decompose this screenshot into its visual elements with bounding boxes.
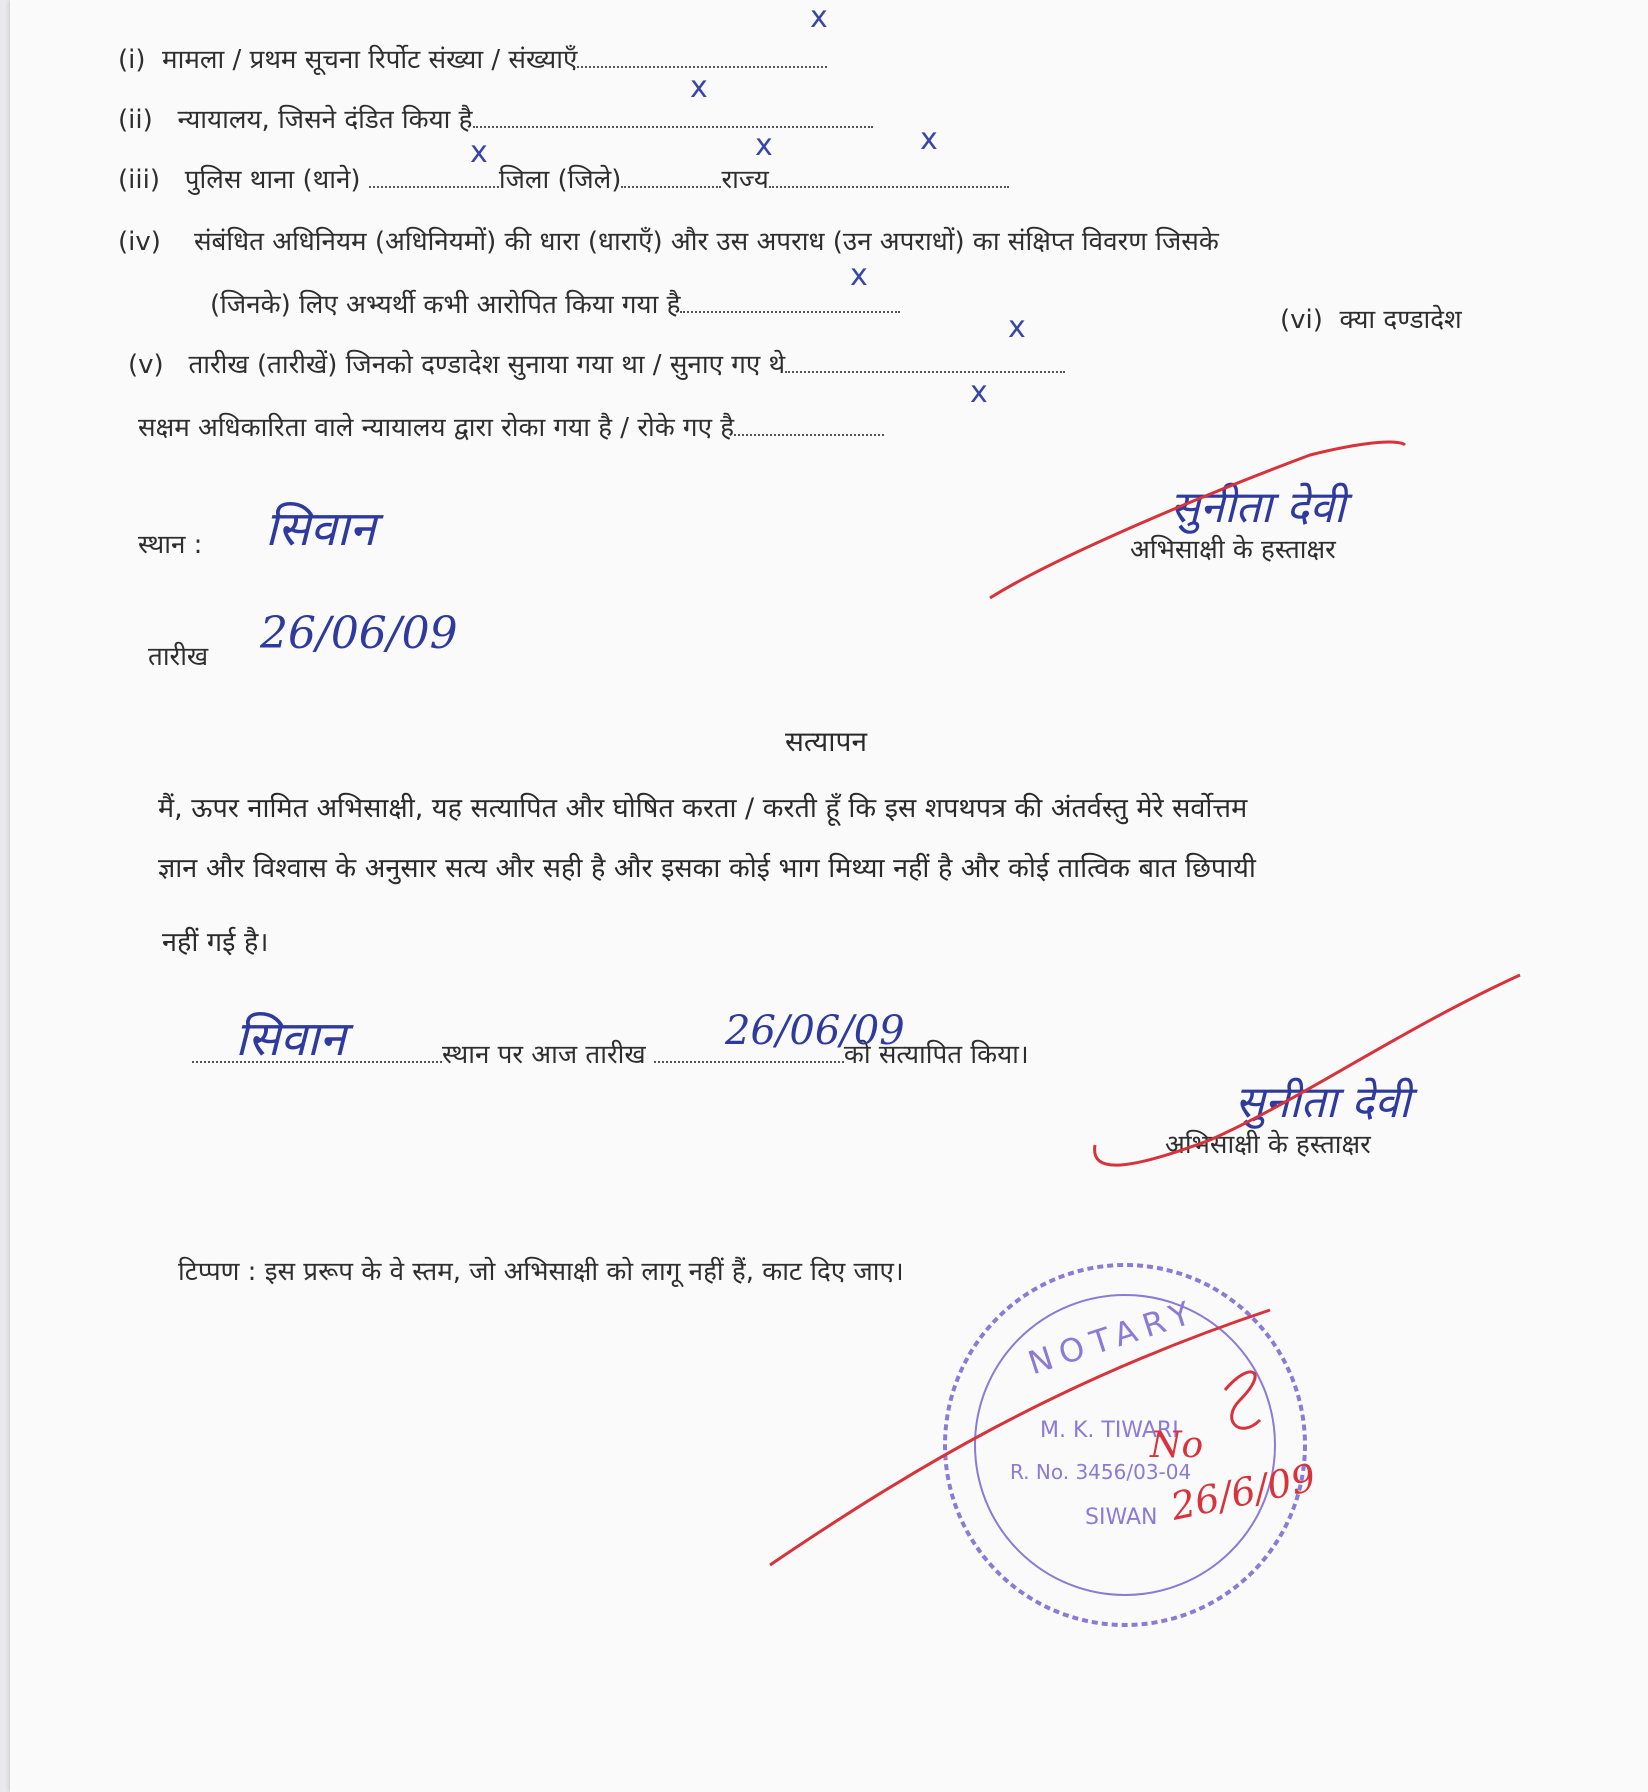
signature-1-handwritten: सुनीता देवी (1170, 482, 1346, 533)
verification-line-3: नहीं गई है। (162, 927, 269, 958)
notary-stamp-name: M. K. TIWARI (1040, 1418, 1179, 1443)
cross-mark: x (810, 0, 828, 35)
item-iv-label-2: (जिनके) लिए अभ्यर्थी कभी आरोपित किया गया है (210, 290, 681, 320)
item-vi-continued (138, 408, 884, 444)
notary-handwritten-date: 26/6/09 (1167, 1455, 1320, 1529)
notary-stamp (10, 0, 11, 1)
date-handwritten: 26/06/09 (260, 608, 458, 659)
cross-mark: x (1008, 310, 1026, 345)
notary-stamp-title: NOTARY (1023, 1291, 1203, 1383)
item-i (118, 40, 827, 76)
verification-mid-text: स्थान पर आज तारीख (442, 1040, 646, 1070)
cross-mark: x (755, 128, 773, 163)
item-ii-label: न्यायालय, जिसने दंडित किया है (177, 105, 473, 135)
item-v-number: (v) (128, 350, 164, 380)
item-i-label: मामला / प्रथम सूचना रिर्पोट संख्या / संख्याएँ (162, 45, 578, 75)
item-vi-label-2: सक्षम अधिकारिता वाले न्यायालय द्वारा रोका गया है / रोके गए है (138, 413, 735, 443)
notary-stamp-city: SIWAN (1085, 1505, 1158, 1530)
signature-2-label: अभिसाक्षी के हस्ताक्षर (1165, 1130, 1371, 1160)
item-v (128, 345, 1065, 381)
verification-heading: सत्यापन (785, 725, 867, 758)
notary-stamp-reg: R. No. 3456/03-04 (1010, 1460, 1192, 1484)
item-vi-number: (vi) (1280, 305, 1323, 335)
verification-line-2: ज्ञान और विश्वास के अनुसार सत्य और सही है और इसका कोई भाग मिथ्या नहीं है और कोई तात्विक बात छिपायी (158, 853, 1256, 884)
item-iv-continued (210, 285, 900, 321)
item-iii-label: पुलिस थाना (थाने) (184, 165, 361, 195)
item-iii (118, 160, 1009, 196)
item-i-number: (i) (118, 45, 146, 75)
date-label: तारीख (148, 642, 209, 672)
item-v-label: तारीख (तारीखें) जिनको दण्डादेश सुनाया गया था / सुनाए गए थे (188, 350, 786, 380)
item-iv-label: संबंधित अधिनियम (अधिनियमों) की धारा (धाराएँ) और उस अपराध (उन अपराधों) का संक्षिप्त विवरण जिसके (193, 227, 1219, 257)
notary-handwritten-number: No (1150, 1425, 1204, 1466)
item-iii-number: (iii) (118, 165, 160, 195)
verification-line-1: मैं, ऊपर नामित अभिसाक्षी, यह सत्यापित और घोषित करता / करती हूँ कि इस शपथपत्र की अंतर्वस्तु मेरे सर्वोत्तम (158, 793, 1248, 824)
signature-1-label: अभिसाक्षी के हस्ताक्षर (1130, 535, 1336, 565)
item-ii-number: (ii) (118, 105, 153, 135)
bleed-through-text (970, 440, 1010, 486)
item-iii-district: जिला (जिले) (498, 165, 622, 195)
note-text: टिप्पण : इस प्ररूप के वे स्तम, जो अभिसाक्षी को लागू नहीं हैं, काट दिए जाए। (178, 1257, 904, 1287)
verification-date-handwritten: 26/06/09 (725, 1008, 905, 1054)
item-iii-state: राज्य (721, 165, 769, 195)
place-label: स्थान : (138, 530, 203, 560)
verification-end-text: को सत्यापित किया। (843, 1040, 1029, 1070)
verification-place-handwritten: सिवान (235, 1011, 346, 1067)
cross-mark: x (470, 135, 488, 170)
place-handwritten: सिवान (265, 501, 376, 557)
cross-mark: x (690, 70, 708, 105)
item-vi-label: क्या दण्डादेश (1339, 305, 1462, 335)
signature-2-handwritten: सुनीता देवी (1235, 1077, 1411, 1128)
document-page (10, 0, 1648, 1792)
cross-mark: x (850, 258, 868, 293)
cross-mark: x (920, 122, 938, 157)
item-iv (118, 222, 1219, 258)
cross-mark: x (970, 375, 988, 410)
item-iv-number: (iv) (118, 227, 161, 257)
item-vi (1280, 300, 1462, 336)
